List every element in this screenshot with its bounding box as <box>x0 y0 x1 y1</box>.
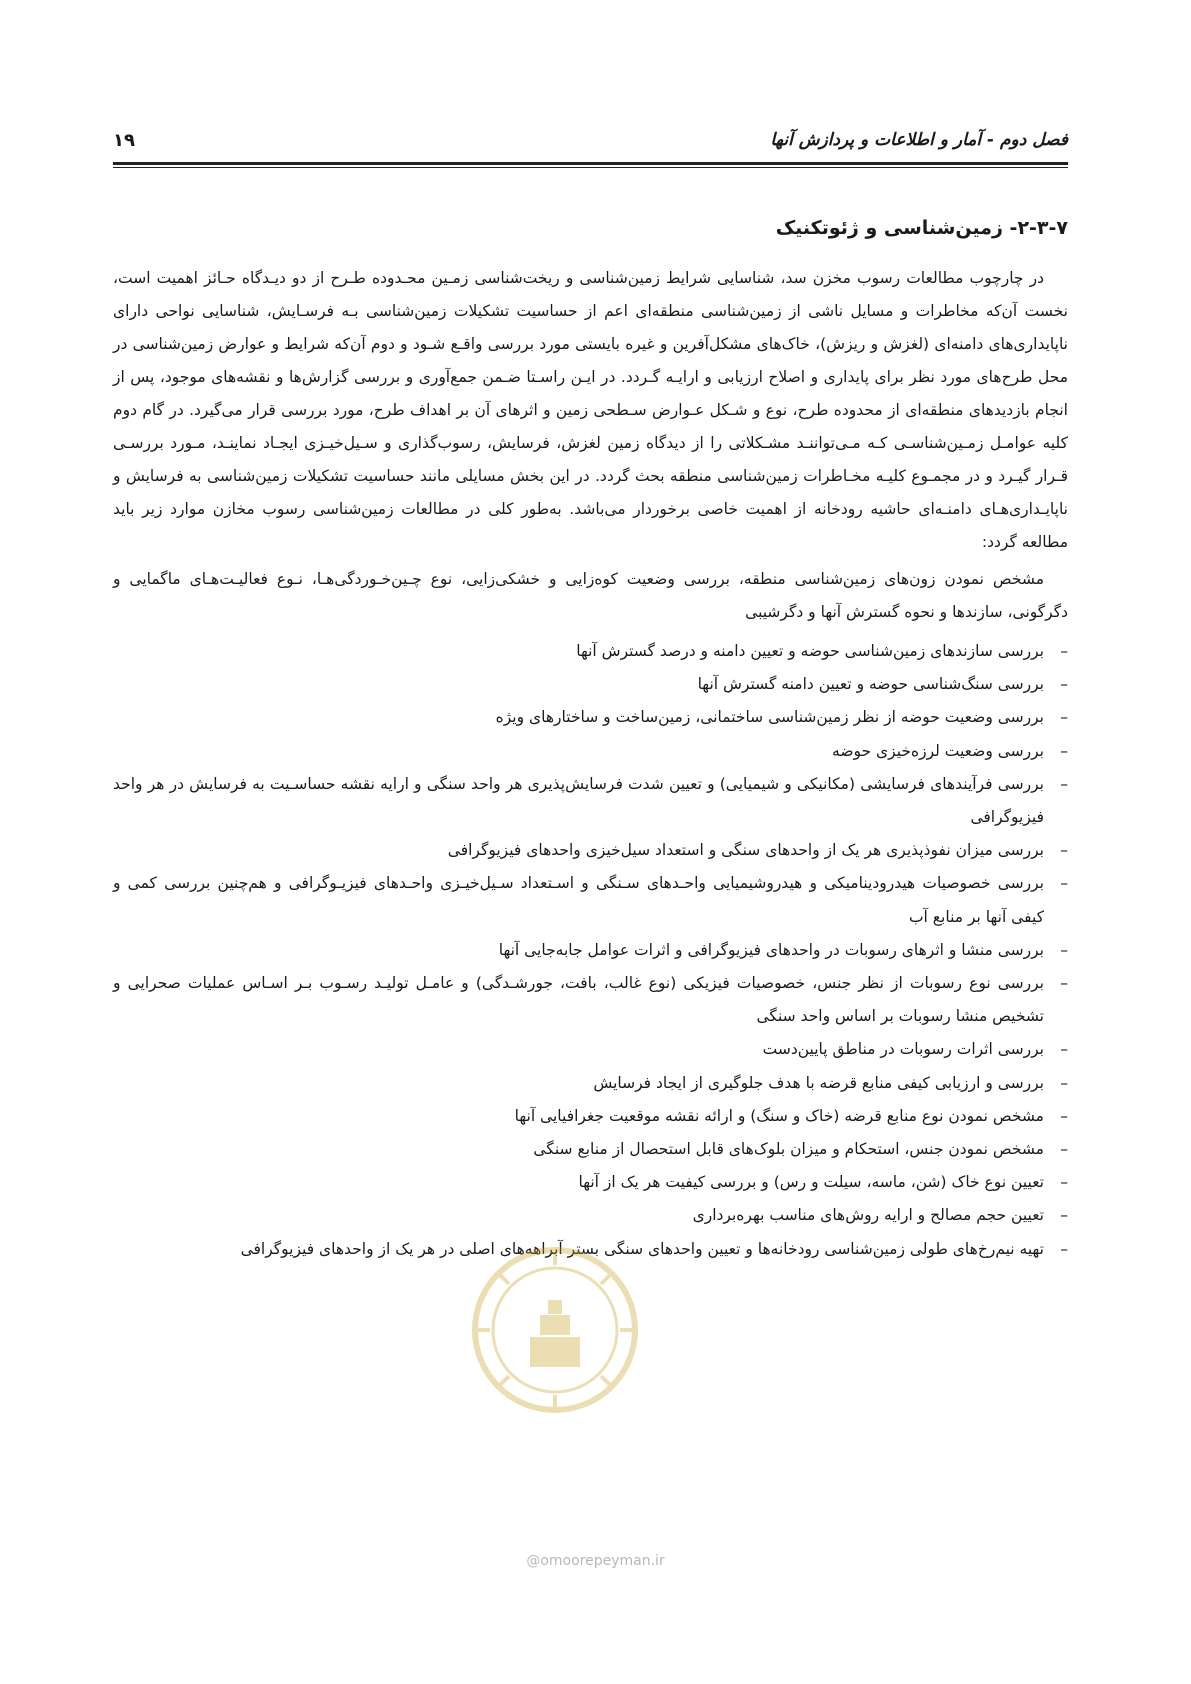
list-item-text: بررسی سنگ‌شناسی حوضه و تعیین دامنه گسترش آنها <box>697 675 1044 694</box>
list-item <box>113 668 1068 701</box>
list-item-text: بررسی نوع رسوبات از نظر جنس، خصوصیات فیزیکی (نوع غالب، بافت، جورشـدگی) و عامـل تولیـد رسـوب بـر اسـاس عملیات صحرایی و تشخیص منشا رسوبات بر اساس واحد سنگی <box>113 974 1044 1026</box>
list-item <box>113 967 1068 1033</box>
list-item <box>113 1100 1068 1133</box>
list-dash: – <box>1060 1206 1068 1225</box>
list-dash: – <box>1060 642 1068 660</box>
list-item-text: بررسی وضعیت لرزه‌خیزی حوضه <box>832 741 1044 760</box>
body-paragraph: مشخص نمودن زون‌های زمین‌شناسی منطقه، بررسی وضعیت کوه‌زایی و خشکی‌زایی، نوع چـین‌خـوردگی‌هـا، نـوع فعالیـت‌هـای ماگمایی و دگرگونی، سازندها و نحوه گسترش آنها و دگرشیبی <box>113 570 1068 621</box>
list-item-text: تعیین حجم مصالح و ارایه روش‌های مناسب بهره‌برداری <box>692 1206 1044 1225</box>
list-dash: – <box>1060 874 1068 893</box>
list-item <box>113 635 1068 668</box>
body-paragraph: در چارچوب مطالعات رسوب مخزن سد، شناسایی شرایط زمین‌شناسی و ریخت‌شناسی زمـین محـدوده طـرح از دو دیـدگاه حـائز اهمیت است، نخست آن‌که مخاطرات و مسایل ناشی از زمین‌شناسی منطقه‌ای اعم از حساسیت تشکیلات زمین‌شناسی بـه فرسـایش، شناسایی نواحی دارای ناپایداری‌های دامنه‌ای (لغزش و ریزش)، خاک‌های مشکل‌آفرین و غیره بایستی مورد بررسی واقـع شـود و دوم آن‌که شرایط و عوارض زمین‌شناسی در محل طرح‌های مورد نظر برای پایداری و اصلاح ارزیابی و ارایـه گـردد. در ایـن راسـتا ضـمن جمع‌آوری و بررسی گزارش‌ها و نقشه‌های موجود، پس از انجام بازدیدهای منطقه‌ای از محدوده طرح، نوع و شـکل عـوارض سـطحی زمین و اثرهای آن بر اهداف طرح، مورد بررسی قرار می‌گیرد. در گام دوم کلیه عوامـل زمـین‌شناسـی کـه مـی‌تواننـد مشـکلاتی را از دیدگاه زمین لغزش، فرسایش، رسوب‌گذاری و سـیل‌خیـزی ایجـاد نماینـد، مـورد بررسـی قـرار گیـرد و در مجمـوع کلیـه مخـاطرات زمین‌شناسی منطقه بحث گردد. در این بخش مسایلی مانند حساسیت تشکیلات زمین‌شناسی به فرسایش و ناپایـداری‌هـای دامنـه‌ای حاشیه رودخانه از اهمیت خاصی برخوردار می‌باشد. به‌طور کلی در مطالعات زمین‌شناسی رسوب مخازن موارد زیر باید مطالعه گردد: <box>113 269 1068 551</box>
list-dash: – <box>1060 1040 1068 1059</box>
list-item <box>113 735 1068 768</box>
list-dash: – <box>1060 940 1068 959</box>
list-dash: – <box>1060 841 1068 860</box>
list-item-text: بررسی سازندهای زمین‌شناسی حوضه و تعیین دامنه و درصد گسترش آنها <box>576 642 1044 660</box>
watermark-url: @omoorepeyman.ir <box>526 1553 665 1569</box>
list-item <box>113 834 1068 867</box>
list-item-text: بررسی فرآیندهای فرسایشی (مکانیکی و شیمیایی) و تعیین شدت فرسایش‌پذیری هر واحد سنگی و ارایه نقشه حساسـیت به فرسایش در هر واحد فیزیوگرافی <box>113 774 1044 827</box>
list-item <box>113 1166 1068 1199</box>
page-number: ۱۹ <box>113 130 135 151</box>
list-dash: – <box>1060 708 1068 727</box>
list-item-text: بررسی وضعیت حوضه از نظر زمین‌شناسی ساختمانی، زمین‌ساخت و ساختارهای ویژه <box>495 708 1044 727</box>
list-item <box>113 1033 1068 1066</box>
list-item-text: تهیه نیم‌رخ‌های طولی زمین‌شناسی رودخانه‌ها و تعیین واحدهای سنگی بستر آبراهه‌های اصلی در هر یک از واحدهای فیزیوگرافی <box>240 1239 1044 1258</box>
list-dash: – <box>1060 1106 1068 1125</box>
running-header <box>113 130 1068 166</box>
list-item <box>113 768 1068 834</box>
list-item <box>113 934 1068 967</box>
list-item-text: مشخص نمودن جنس، استحکام و میزان بلوک‌های قابل استحصال از منابع سنگی <box>533 1140 1044 1159</box>
list-item <box>113 867 1068 933</box>
list-item-text: بررسی خصوصیات هیدرودینامیکی و هیدروشیمیایی واحـدهای سـنگی و اسـتعداد سـیل‌خیـزی واحـدهای فیزیـوگرافی و هم‌چنین بررسی کمی و کیفی آنها بر منابع آب <box>113 874 1044 926</box>
list-item <box>113 1067 1068 1100</box>
list-dash: – <box>1060 974 1068 993</box>
list-dash: – <box>1060 741 1068 760</box>
study-items-list <box>113 635 1068 1266</box>
list-dash: – <box>1060 1073 1068 1092</box>
list-dash: – <box>1060 1173 1068 1192</box>
list-item-text: تعیین نوع خاک (شن، ماسه، سیلت و رس) و بررسی کیفیت هر یک از آنها <box>578 1173 1044 1192</box>
list-item <box>113 1133 1068 1166</box>
list-dash: – <box>1060 1239 1068 1258</box>
list-item-text: مشخص نمودن نوع منابع قرضه (خاک و سنگ) و ارائه نقشه موقعیت جغرافیایی آنها <box>514 1106 1044 1125</box>
chapter-title: فصل دوم - آمار و اطلاعات و پردازش آنها <box>770 130 1068 150</box>
main-content <box>113 212 1068 1266</box>
list-item-text: بررسی اثرات رسوبات در مناطق پایین‌دست <box>762 1040 1044 1059</box>
list-item-text: بررسی میزان نفوذپذیری هر یک از واحدهای سنگی و استعداد سیل‌خیزی واحدهای فیزیوگرافی <box>447 841 1044 860</box>
header-divider <box>113 162 1068 168</box>
list-dash: – <box>1060 774 1068 793</box>
list-dash: – <box>1060 1140 1068 1159</box>
list-item <box>113 701 1068 734</box>
list-item-text: بررسی و ارزیابی کیفی منابع قرضه با هدف جلوگیری از ایجاد فرسایش <box>593 1073 1044 1092</box>
list-dash: – <box>1060 675 1068 694</box>
list-item-text: بررسی منشا و اثرهای رسوبات در واحدهای فیزیوگرافی و اثرات عوامل جابه‌جایی آنها <box>498 940 1044 959</box>
list-item <box>113 1199 1068 1232</box>
watermark-seal <box>470 1245 640 1415</box>
section-heading: ۲-۳-۷- زمین‌شناسی و ژئوتکنیک <box>775 217 1068 239</box>
